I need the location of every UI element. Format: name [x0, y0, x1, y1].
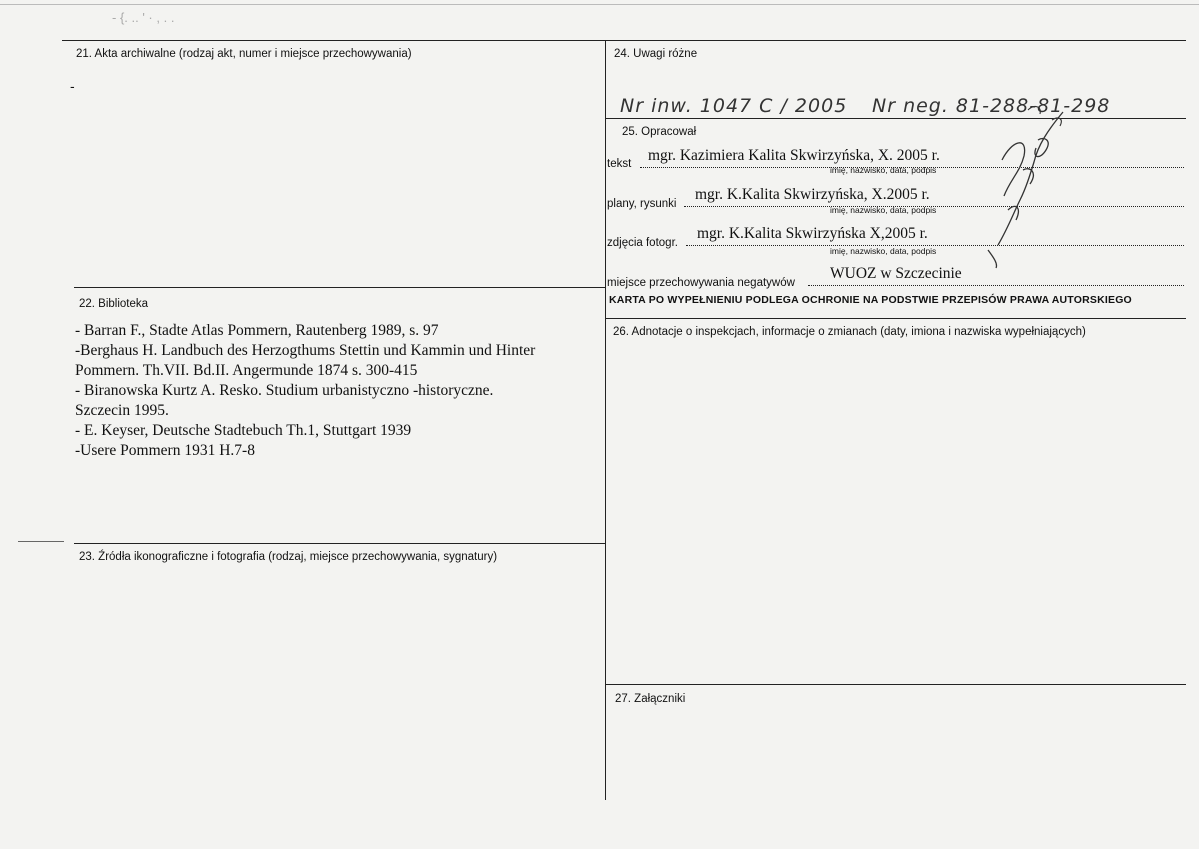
top-header-fragment: - {. .. ' · , . .: [112, 10, 175, 25]
column-divider: [605, 40, 606, 800]
sec25-drawings-value: mgr. K.Kalita Skwirzyńska, X.2005 r.: [695, 186, 930, 203]
sec26-top-border: [606, 318, 1186, 319]
sec23-top-border: [74, 543, 605, 544]
sec25-photos-value: mgr. K.Kalita Skwirzyńska X,2005 r.: [697, 225, 928, 242]
sec22-line-3: Pommern. Th.VII. Bd.II. Angermunde 1874 s. 300-415: [75, 362, 418, 379]
sec21-title: 21. Akta archiwalne (rodzaj akt, numer i miejsce przechowywania): [76, 48, 412, 60]
sec22-line-7: -Usere Pommern 1931 H.7-8: [75, 442, 255, 459]
signature-icon: [968, 100, 1088, 270]
sec25-top-border: [606, 118, 1186, 119]
sec25-text-hint: imię, nazwisko, data, podpis: [830, 165, 937, 175]
sec22-line-6: - E. Keyser, Deutsche Stadtebuch Th.1, Stuttgart 1939: [75, 422, 412, 439]
sec25-negatives-label: miejsce przechowywania negatywów: [607, 277, 795, 289]
sec22-line-4: - Biranowska Kurtz A. Resko. Studium urbanistyczno -historyczne.: [75, 382, 494, 399]
sec25-text-value: mgr. Kazimiera Kalita Skwirzyńska, X. 2005 r.: [648, 147, 940, 164]
sec24-inventory-number: Nr inw. 1047 C / 2005: [620, 95, 848, 117]
top-header-line: [0, 4, 1199, 5]
sec26-title: 26. Adnotacje o inspekcjach, informacje o zmianach (daty, imiona i nazwiska wypełniających): [613, 326, 1086, 338]
top-border-right: [606, 40, 1186, 41]
sec25-drawings-hint: imię, nazwisko, data, podpis: [830, 205, 937, 215]
sec25-photos-label: zdjęcia fotogr.: [607, 237, 678, 249]
sec25-text-label: tekst: [607, 158, 632, 170]
sec22-line-2: -Berghaus H. Landbuch des Herzogthums Stettin und Kammin und Hinter: [75, 342, 536, 359]
left-stray-mark: -: [70, 78, 75, 94]
sec22-line-5: Szczecin 1995.: [75, 402, 169, 419]
sec27-top-border: [606, 684, 1186, 685]
top-border-left: [62, 40, 606, 41]
sec22-top-border: [74, 287, 605, 288]
sec24-negative-number: Nr neg. 81-288-81-298: [872, 95, 1111, 117]
sec25-title: 25. Opracował: [622, 126, 697, 138]
sec23-title: 23. Źródła ikonograficzne i fotografia (rodzaj, miejsce przechowywania, sygnatury): [79, 551, 498, 563]
sec22-title: 22. Biblioteka: [79, 298, 149, 310]
sec23-top-stub: [18, 541, 64, 542]
copyright-notice: KARTA PO WYPEŁNIENIU PODLEGA OCHRONIE NA PODSTWIE PRZEPISÓW PRAWA AUTORSKIEGO: [609, 294, 1132, 306]
sec22-line-1: - Barran F., Stadte Atlas Pommern, Rautenberg 1989, s. 97: [75, 322, 439, 339]
sec25-negatives-value: WUOZ w Szczecinie: [830, 265, 962, 282]
sec25-photos-hint: imię, nazwisko, data, podpis: [830, 246, 937, 256]
sec25-drawings-label: plany, rysunki: [607, 198, 677, 210]
sec27-title: 27. Załączniki: [615, 693, 686, 705]
sec24-title: 24. Uwagi różne: [614, 48, 698, 60]
sec25-negatives-dotline: [808, 285, 1184, 286]
